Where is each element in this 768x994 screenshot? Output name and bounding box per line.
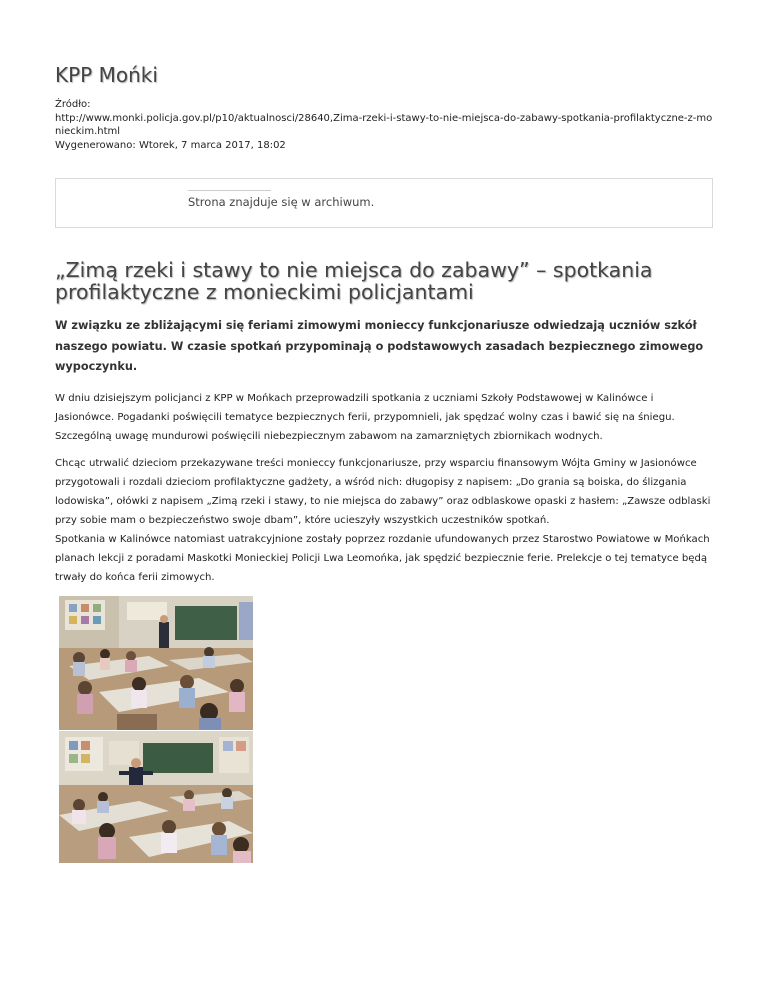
classroom-photo-1 (59, 596, 253, 730)
archive-notice-text: Strona znajduje się w archiwum. (188, 195, 375, 209)
source-label: Źródło: (55, 99, 91, 110)
article-paragraph: Chcąc utrwalić dzieciom przekazywane treści monieccy funkcjonariusze, przy wsparciu finansowym Wójta Gminy w Jasionówce przygotowali i rozdali dzieciom profilaktyczne gadżety, a wśród nich: długopisy z napisem: „Do grania są boiska, do ślizgania lodowiska”, ołówki z napisem „Zimą rzeki i stawy, to nie miejsca do zabawy” oraz odblaskowe opaski z hasłem: „Zawsze odblaski przy sobie mam o bezpieczeństwo swoje dbam”, które ucieszyły wszystkich uczestników spotkań. (55, 458, 711, 526)
source-url[interactable]: http://www.monki.policja.gov.pl/p10/aktualnosci/28640,Zima-rzeki-i-stawy-to-nie-miejsca-do-zabawy-spotkania-profilaktyczne-z-monieckim.html (55, 112, 713, 137)
generated-date: Wygenerowano: Wtorek, 7 marca 2017, 18:02 (55, 139, 286, 151)
site-title: KPP Mońki (55, 63, 158, 87)
article-lead: W związku ze zbliżającymi się feriami zimowymi monieccy funkcjonariusze odwiedzają uczniów szkół naszego powiatu. W czasie spotkań przypominają o podstawowych zasadach bezpiecznego zimowego wypoczynku. (55, 319, 704, 373)
article-paragraph: Spotkania w Kalinówce natomiast uatrakcyjnione zostały poprzez rozdanie ufundowanych przez Starostwo Powiatowe w Mońkach planach lekcji z poradami Maskotki Monieckiej Policji Lwa Leomońka, jak spędzić bezpiecznie ferie. Prelekcje o tej tematyce będą trwały do końca ferii zimowych. (55, 534, 710, 583)
archive-divider (188, 190, 271, 191)
classroom-photo-2-image (59, 731, 253, 863)
source-meta (55, 98, 713, 152)
classroom-photo-2 (59, 731, 253, 863)
classroom-photo-1-image (59, 596, 253, 730)
article-title: „Zimą rzeki i stawy to nie miejsca do zabawy” – spotkania profilaktyczne z monieckimi policjantami (55, 258, 653, 304)
archive-notice (55, 178, 713, 228)
article-paragraph: W dniu dzisiejszym policjanci z KPP w Mońkach przeprowadzili spotkania z uczniami Szkoły Podstawowej w Kalinówce i Jasionówce. Pogadanki poświęcili tematyce bezpiecznych ferii, przypomnieli, jak spędzać wolny czas i bawić się na śniegu. Szczególną uwagę mundurowi poświęcili niebezpiecznym zabawom na zamarzniętych zbiornikach wodnych. (55, 393, 675, 442)
